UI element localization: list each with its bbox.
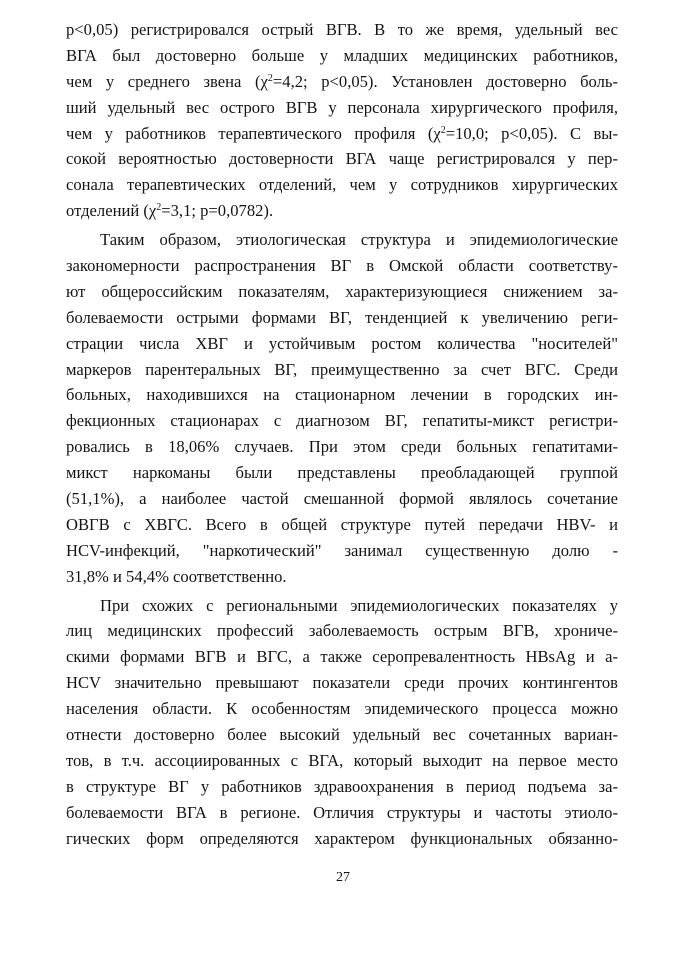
text-line: страции числа ХВГ и устойчивым ростом количества "носителей" [66,333,618,353]
text-line: лиц медицинских профессий заболеваемость острым ВГВ, хрониче- [66,621,618,641]
text-line: сонала терапевтических отделений, чем у сотрудников хирургических [66,175,618,195]
text-line: ВГА был достоверно больше у младших медицинских работников, [66,45,618,65]
text-line: отнести достоверно более высокий удельный вес сочетанных вариан- [66,725,618,745]
text-line: HCV значительно превышают показатели среди прочих контингентов [66,673,618,693]
text-line-first: При схожих с региональными эпидемиологических показателях у [100,595,618,615]
text-line: тов, в т.ч. ассоциированных с ВГА, который выходит на первое место [66,750,618,770]
text-line: HCV-инфекций, "наркотический" занимал существенную долю - [66,540,618,560]
text-line: болеваемости острыми формами ВГ, тенденцией к увеличению реги- [66,307,618,327]
page-number: 27 [336,870,350,885]
text-line: скими формами ВГВ и ВГС, а также серопревалентность HBsAg и а- [66,647,618,667]
text-line: ровались в 18,06% случаев. При этом среди больных гепатитами- [66,437,618,457]
text-line: в структуре ВГ у работников здравоохранения в период подъема за- [66,776,618,796]
text-line: ОВГВ с ХВГС. Всего в общей структуре путей передачи HBV- и [66,514,618,534]
paragraph-1 [66,17,618,224]
text-line: микст наркоманы были представлены преобладающей группой [66,463,618,483]
text-line: сокой вероятностью достоверности ВГА чаще регистрировался у пер- [66,149,618,169]
text-line: чем у работников терапевтического профиля ($\chi^2=10,0$; р<0,05). С вы- [66,123,618,143]
text-line: ший удельный вес острого ВГВ у персонала хирургического профиля, [66,97,618,117]
text-line-last: 31,8% и 54,4% соответственно. [66,566,287,586]
text-line-first: Таким образом, этиологическая структура и эпидемиологические [100,230,618,250]
text-line: больных, находившихся на стационарном лечении в городских ин- [66,385,618,405]
text-line: болеваемости ВГА в регионе. Отличия структуры и частоты этиоло- [66,802,618,822]
text-line: населения области. К особенностям эпидемического процесса можно [66,699,618,719]
text-line: (51,1%), а наиболее частой смешанной формой являлось сочетание [66,489,618,509]
text-line: р<0,05) регистрировался острый ВГВ. В то же время, удельный вес [66,20,618,39]
paragraph-2 [66,227,618,589]
body-text [66,17,618,852]
text-line: ют общероссийским показателям, характеризующиеся снижением за- [66,281,618,301]
text-line: чем у среднего звена ($\chi^2=4,2$; р<0,05). Установлен достоверно боль- [66,71,618,91]
text-line: закономерности распространения ВГ в Омской области соответству- [66,256,618,276]
text-line-last: отделений ($\chi^2=3,1$; р=0,0782). [66,201,274,221]
text-line: фекционных стационарах с диагнозом ВГ, гепатиты-микст регистри- [66,411,618,431]
text-line: гических форм определяются характером функциональных обязанно- [66,828,618,848]
text-line: маркеров парентеральных ВГ, преимущественно за счет ВГС. Среди [66,359,618,379]
paragraph-3 [66,593,618,852]
